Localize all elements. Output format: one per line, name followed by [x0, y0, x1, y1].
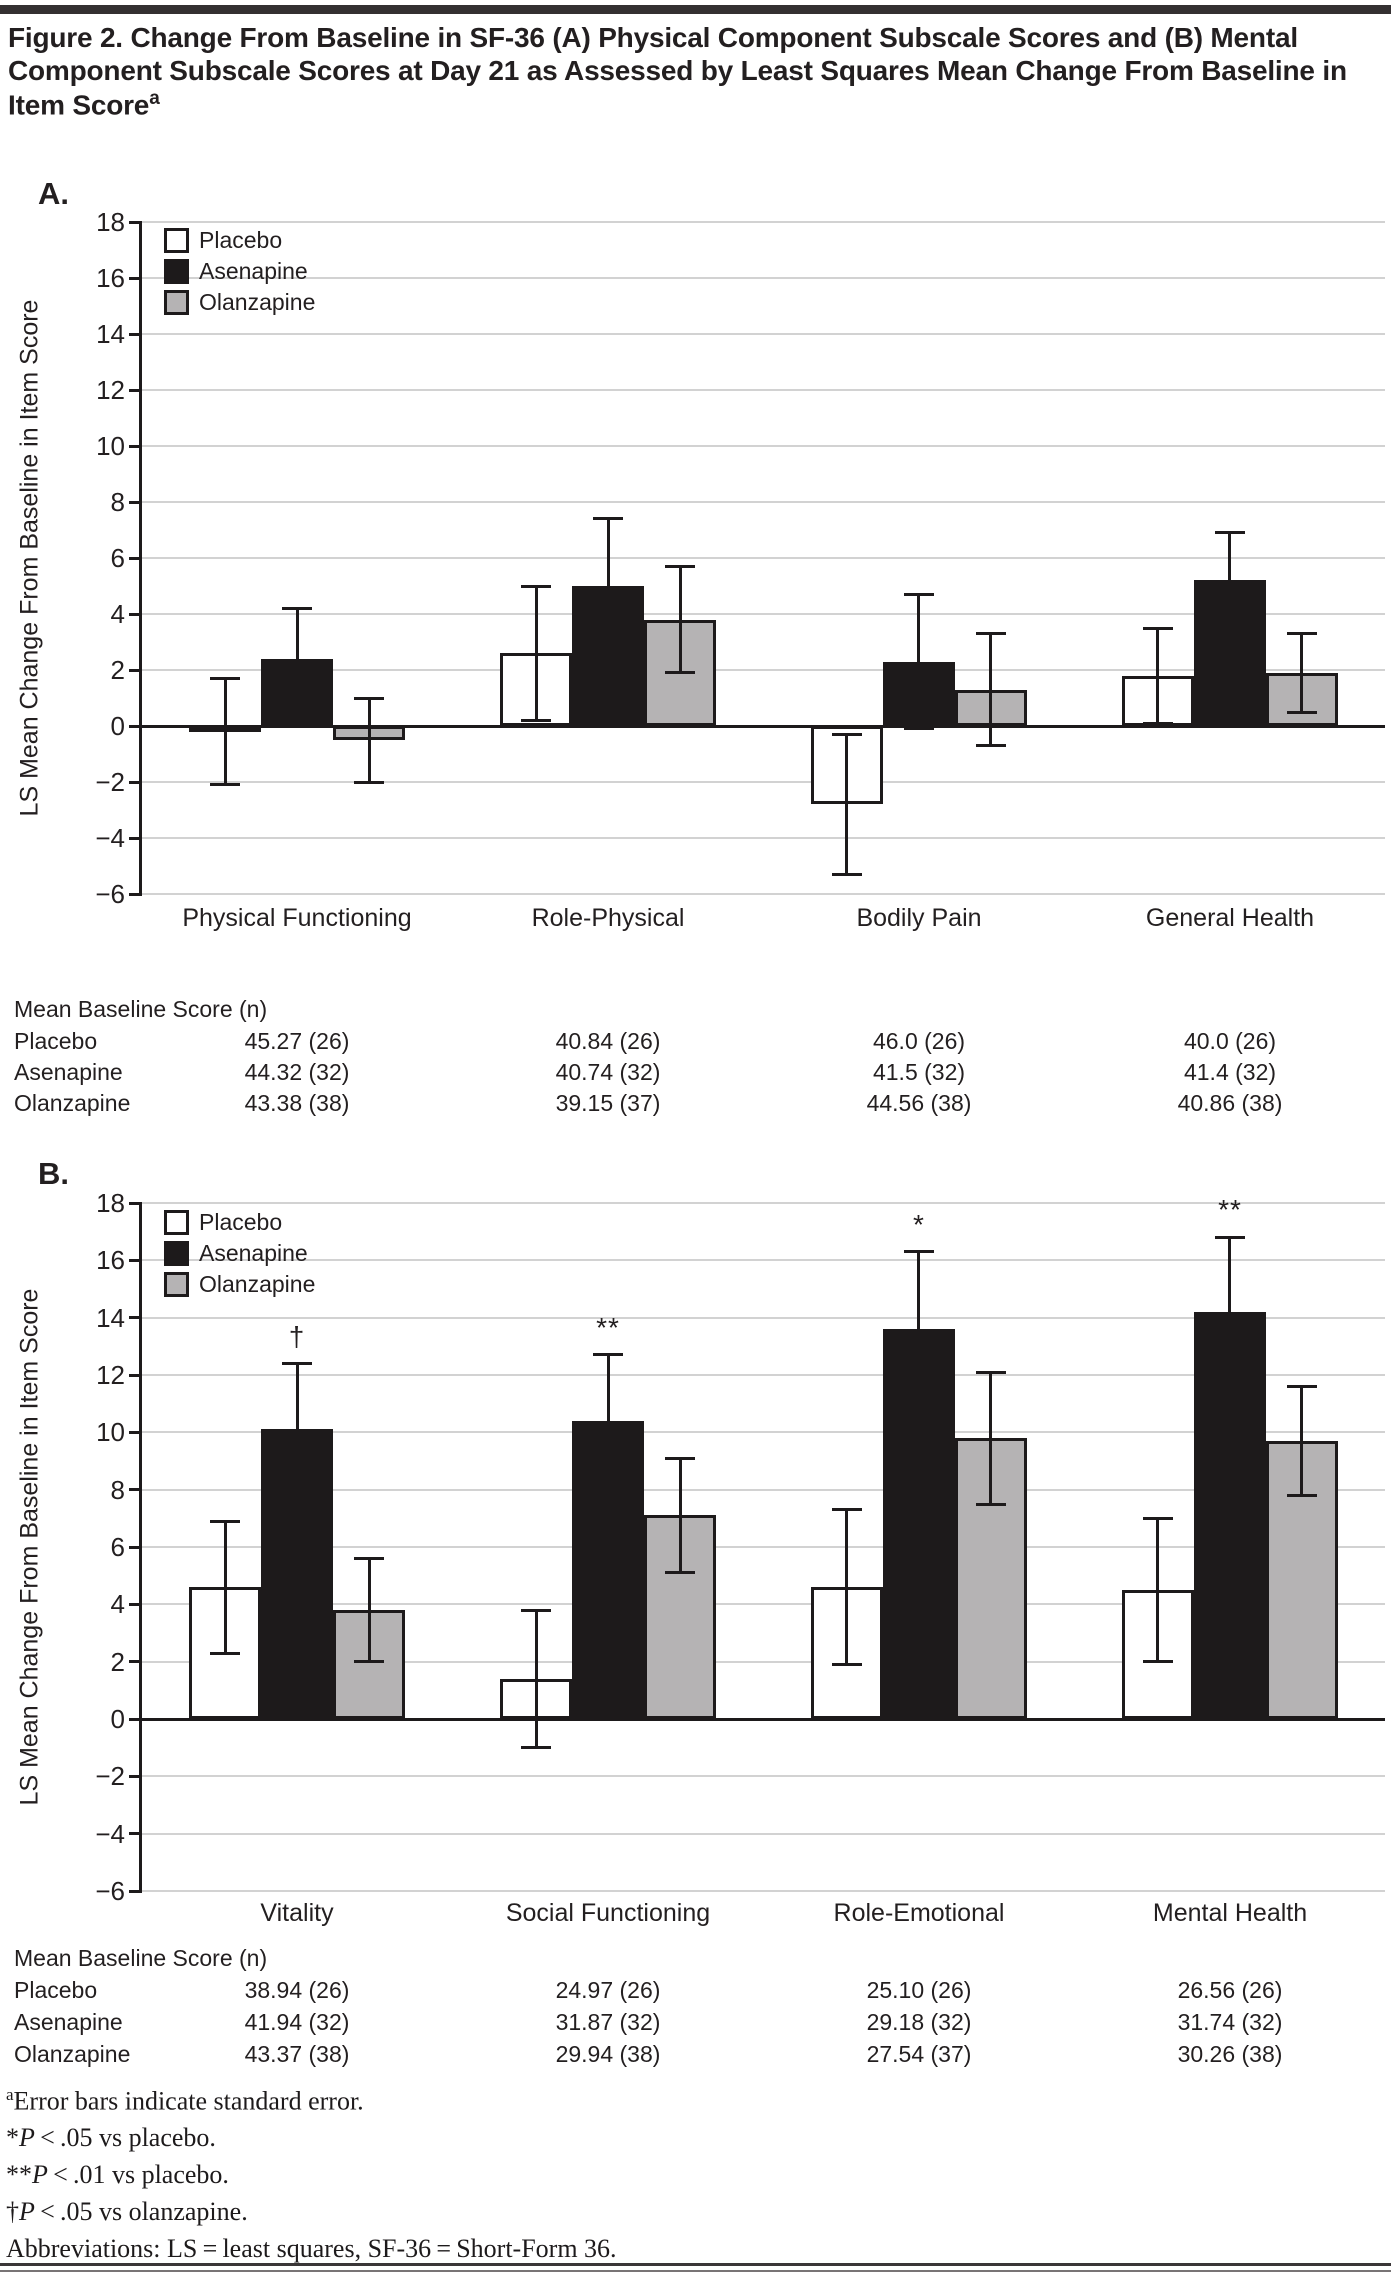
error-bar-placebo-general-health — [1156, 628, 1159, 723]
error-bar-cap-top-placebo-vitality — [210, 1520, 240, 1523]
error-bar-cap-bottom-placebo-social-functioning — [521, 1746, 551, 1749]
error-bar-cap-top-olanzapine-social-functioning — [665, 1457, 695, 1460]
y-tick-label: −4 — [95, 1819, 125, 1849]
error-bar-cap-bottom-placebo-bodily-pain — [832, 873, 862, 876]
category-label-vitality: Vitality — [260, 1899, 334, 1927]
baseline-cell-placebo-general-health: 40.0 (26) — [1183, 1028, 1277, 1054]
category-label-role-physical: Role-Physical — [531, 904, 685, 932]
footnote-line-2 — [6, 2124, 216, 2153]
baseline-row-label-asenapine: Asenapine — [14, 2009, 123, 2035]
error-bar-olanzapine-role-emotional — [989, 1372, 992, 1504]
legend-label-olanzapine: Olanzapine — [199, 289, 316, 315]
error-bar-cap-bottom-asenapine-role-physical — [593, 652, 623, 655]
y-axis-spine — [139, 221, 142, 896]
y-tick-label: 0 — [110, 1704, 125, 1734]
error-bar-cap-top-olanzapine-physical-functioning — [354, 697, 384, 700]
legend-swatch-olanzapine — [164, 1272, 189, 1297]
error-bar-cap-top-asenapine-role-physical — [593, 517, 623, 520]
error-bar-cap-bottom-olanzapine-physical-functioning — [354, 781, 384, 784]
error-bar-cap-bottom-olanzapine-role-physical — [665, 671, 695, 674]
error-bar-cap-bottom-asenapine-general-health — [1215, 627, 1245, 630]
baseline-cell-olanzapine-social-functioning: 29.94 (38) — [555, 2041, 661, 2067]
y-tick-label: 2 — [110, 655, 125, 685]
error-bar-cap-bottom-placebo-general-health — [1143, 722, 1173, 725]
error-bar-cap-top-placebo-mental-health — [1143, 1517, 1173, 1520]
gridline — [142, 1775, 1385, 1777]
footnote-text: ** — [6, 2160, 32, 2189]
baseline-cell-placebo-vitality: 38.94 (26) — [244, 1977, 350, 2003]
error-bar-cap-bottom-asenapine-mental-health — [1215, 1385, 1245, 1388]
panel-a-label: A. — [38, 176, 69, 211]
footnote-text: Error bars indicate standard error. — [13, 2086, 364, 2116]
y-tick-label: 2 — [110, 1647, 125, 1677]
footnote-text: * — [6, 2123, 19, 2152]
footnote-line-4 — [6, 2198, 248, 2227]
error-bar-cap-bottom-placebo-mental-health — [1143, 1660, 1173, 1663]
error-bar-olanzapine-mental-health — [1300, 1386, 1303, 1495]
baseline-cell-asenapine-vitality: 41.94 (32) — [244, 2009, 350, 2035]
baseline-cell-olanzapine-role-emotional: 27.54 (37) — [866, 2041, 972, 2067]
error-bar-cap-bottom-olanzapine-social-functioning — [665, 1571, 695, 1574]
panel-b-label: B. — [38, 1156, 69, 1191]
error-bar-cap-top-placebo-social-functioning — [521, 1609, 551, 1612]
error-bar-cap-bottom-asenapine-bodily-pain — [904, 727, 934, 730]
legend-label-asenapine: Asenapine — [199, 258, 308, 284]
gridline — [142, 893, 1385, 895]
error-bar-olanzapine-social-functioning — [679, 1458, 682, 1573]
error-bar-olanzapine-general-health — [1300, 634, 1303, 712]
error-bar-cap-bottom-olanzapine-general-health — [1287, 711, 1317, 714]
error-bar-cap-top-olanzapine-bodily-pain — [976, 632, 1006, 635]
y-axis-spine — [139, 1202, 142, 1893]
y-tick-label: 8 — [110, 1475, 125, 1505]
category-label-mental-health: Mental Health — [1152, 1899, 1308, 1927]
significance-annotation-social-functioning: ** — [596, 1312, 620, 1343]
error-bar-cap-top-asenapine-social-functioning — [593, 1353, 623, 1356]
gridline — [142, 1833, 1385, 1835]
baseline-table-heading-a: Mean Baseline Score (n) — [14, 996, 268, 1022]
significance-annotation-mental-health: ** — [1218, 1194, 1242, 1225]
error-bar-olanzapine-bodily-pain — [989, 634, 992, 746]
gridline — [142, 837, 1385, 839]
baseline-cell-placebo-mental-health: 26.56 (26) — [1177, 1977, 1283, 2003]
baseline-cell-olanzapine-bodily-pain: 44.56 (38) — [866, 1090, 972, 1116]
error-bar-cap-top-asenapine-general-health — [1215, 531, 1245, 534]
error-bar-cap-bottom-asenapine-social-functioning — [593, 1485, 623, 1488]
gridline — [142, 1259, 1385, 1261]
error-bar-cap-bottom-placebo-role-physical — [521, 719, 551, 722]
error-bar-cap-top-olanzapine-role-physical — [665, 565, 695, 568]
error-bar-placebo-vitality — [224, 1521, 227, 1653]
top-rule — [0, 5, 1391, 14]
bottom-rule-inner — [0, 2270, 1391, 2272]
baseline-table-heading-b: Mean Baseline Score (n) — [14, 1945, 268, 1971]
error-bar-olanzapine-role-physical — [679, 566, 682, 672]
y-tick-label: −6 — [95, 1876, 125, 1906]
gridline — [142, 1890, 1385, 1892]
y-tick-label: 6 — [110, 1532, 125, 1562]
error-bar-cap-bottom-asenapine-role-emotional — [904, 1405, 934, 1408]
footnote-text: P — [19, 2123, 35, 2152]
error-bar-cap-top-asenapine-vitality — [282, 1362, 312, 1365]
footnote-text: P — [19, 2197, 35, 2226]
baseline-cell-placebo-bodily-pain: 46.0 (26) — [872, 1028, 966, 1054]
y-tick-label: 14 — [96, 1303, 125, 1333]
bottom-rule-outer — [0, 2263, 1391, 2266]
baseline-cell-olanzapine-mental-health: 30.26 (38) — [1177, 2041, 1283, 2067]
error-bar-cap-bottom-asenapine-physical-functioning — [282, 708, 312, 711]
gridline — [142, 389, 1385, 391]
baseline-cell-placebo-physical-functioning: 45.27 (26) — [244, 1028, 350, 1054]
gridline — [142, 501, 1385, 503]
legend-label-olanzapine: Olanzapine — [199, 1271, 316, 1297]
error-bar-asenapine-social-functioning — [607, 1355, 610, 1487]
legend-label-placebo: Placebo — [199, 227, 283, 253]
error-bar-cap-bottom-placebo-role-emotional — [832, 1663, 862, 1666]
y-tick-label: −2 — [95, 1761, 125, 1791]
y-tick-label: 8 — [110, 487, 125, 517]
baseline-cell-olanzapine-general-health: 40.86 (38) — [1177, 1090, 1283, 1116]
error-bar-cap-top-asenapine-bodily-pain — [904, 593, 934, 596]
error-bar-asenapine-bodily-pain — [917, 594, 920, 728]
gridline — [142, 781, 1385, 783]
figure-title-footnote-marker: a — [149, 87, 160, 109]
gridline — [142, 445, 1385, 447]
error-bar-olanzapine-physical-functioning — [368, 698, 371, 782]
baseline-cell-asenapine-social-functioning: 31.87 (32) — [555, 2009, 661, 2035]
y-tick-label: 4 — [110, 599, 125, 629]
error-bar-cap-top-placebo-physical-functioning — [210, 677, 240, 680]
error-bar-asenapine-role-emotional — [917, 1252, 920, 1407]
error-bar-cap-bottom-olanzapine-bodily-pain — [976, 744, 1006, 747]
baseline-cell-asenapine-physical-functioning: 44.32 (32) — [244, 1059, 350, 1085]
footnote-text: † — [6, 2197, 19, 2226]
baseline-cell-placebo-role-physical: 40.84 (26) — [555, 1028, 661, 1054]
footnote-text: < .01 vs placebo. — [47, 2160, 229, 2189]
zero-axis-line — [142, 725, 1385, 728]
legend-swatch-placebo — [164, 228, 189, 253]
footnote-line-1 — [6, 2086, 364, 2116]
baseline-row-label-asenapine: Asenapine — [14, 1059, 123, 1085]
y-tick-label: −2 — [95, 767, 125, 797]
footnote-text: Abbreviations: LS = least squares, SF-36 = Short-Form 36. — [6, 2234, 617, 2263]
y-tick-label: 12 — [96, 375, 125, 405]
error-bar-cap-top-asenapine-mental-health — [1215, 1236, 1245, 1239]
baseline-row-label-olanzapine: Olanzapine — [14, 2041, 131, 2067]
error-bar-placebo-role-emotional — [845, 1510, 848, 1665]
error-bar-olanzapine-vitality — [368, 1558, 371, 1661]
footnote-text: < .05 vs olanzapine. — [34, 2197, 248, 2226]
error-bar-asenapine-mental-health — [1228, 1237, 1231, 1386]
footnote-text: < .05 vs placebo. — [34, 2123, 216, 2152]
error-bar-cap-bottom-placebo-vitality — [210, 1652, 240, 1655]
error-bar-cap-top-placebo-role-emotional — [832, 1508, 862, 1511]
baseline-row-label-placebo: Placebo — [14, 1028, 98, 1054]
error-bar-placebo-social-functioning — [535, 1610, 538, 1748]
error-bar-cap-bottom-olanzapine-role-emotional — [976, 1503, 1006, 1506]
category-label-role-emotional: Role-Emotional — [833, 1899, 1005, 1927]
baseline-cell-placebo-social-functioning: 24.97 (26) — [555, 1977, 661, 2003]
figure-title-text: Figure 2. Change From Baseline in SF-36 (A) Physical Component Subscale Scores and (B) Mental Component Subscale Scores at Day 21 as Assessed by Least Squares Mean Change From Baseline in Item Score — [8, 22, 1347, 120]
y-tick-label: 4 — [110, 1589, 125, 1619]
y-tick-label: 16 — [96, 263, 125, 293]
zero-axis-line — [142, 1718, 1385, 1721]
legend-swatch-asenapine — [164, 259, 189, 284]
error-bar-asenapine-physical-functioning — [296, 608, 299, 709]
error-bar-placebo-mental-health — [1156, 1518, 1159, 1661]
category-label-general-health: General Health — [1145, 904, 1315, 932]
error-bar-cap-top-asenapine-physical-functioning — [282, 607, 312, 610]
error-bar-cap-top-placebo-bodily-pain — [832, 733, 862, 736]
error-bar-placebo-bodily-pain — [845, 734, 848, 874]
baseline-row-label-olanzapine: Olanzapine — [14, 1090, 131, 1116]
category-label-physical-functioning: Physical Functioning — [182, 904, 412, 932]
error-bar-cap-top-olanzapine-vitality — [354, 1557, 384, 1560]
y-tick-label: 18 — [96, 1188, 125, 1218]
gridline — [142, 221, 1385, 223]
y-tick-label: −6 — [95, 879, 125, 909]
error-bar-placebo-physical-functioning — [224, 678, 227, 784]
baseline-cell-olanzapine-role-physical: 39.15 (37) — [555, 1090, 661, 1116]
baseline-row-label-placebo: Placebo — [14, 1977, 98, 2003]
y-tick-label: 10 — [96, 1417, 125, 1447]
error-bar-asenapine-vitality — [296, 1364, 299, 1496]
legend-swatch-asenapine — [164, 1241, 189, 1266]
baseline-cell-olanzapine-vitality: 43.37 (38) — [244, 2041, 350, 2067]
baseline-cell-asenapine-general-health: 41.4 (32) — [1183, 1059, 1277, 1085]
baseline-cell-asenapine-mental-health: 31.74 (32) — [1177, 2009, 1283, 2035]
y-tick-label: 18 — [96, 207, 125, 237]
gridline — [142, 333, 1385, 335]
y-tick-label: 6 — [110, 543, 125, 573]
significance-annotation-vitality: † — [288, 1321, 306, 1352]
footnote-text: P — [32, 2160, 48, 2189]
figure-title — [8, 22, 1382, 122]
y-tick-label: 16 — [96, 1245, 125, 1275]
panel-b-y-axis-title: LS Mean Change From Baseline in Item Score — [15, 1288, 44, 1806]
error-bar-cap-top-olanzapine-general-health — [1287, 632, 1317, 635]
error-bar-asenapine-general-health — [1228, 533, 1231, 628]
error-bar-cap-bottom-placebo-physical-functioning — [210, 783, 240, 786]
legend-label-placebo: Placebo — [199, 1209, 283, 1235]
error-bar-cap-bottom-olanzapine-mental-health — [1287, 1494, 1317, 1497]
baseline-cell-asenapine-role-emotional: 29.18 (32) — [866, 2009, 972, 2035]
significance-annotation-role-emotional: * — [913, 1209, 925, 1240]
footnote-line-3 — [6, 2161, 229, 2190]
error-bar-cap-top-olanzapine-mental-health — [1287, 1385, 1317, 1388]
legend-label-asenapine: Asenapine — [199, 1240, 308, 1266]
panel-a-y-axis-title: LS Mean Change From Baseline in Item Score — [15, 299, 44, 817]
error-bar-cap-top-asenapine-role-emotional — [904, 1250, 934, 1253]
baseline-cell-olanzapine-physical-functioning: 43.38 (38) — [244, 1090, 350, 1116]
error-bar-placebo-role-physical — [535, 586, 538, 720]
baseline-cell-asenapine-bodily-pain: 41.5 (32) — [872, 1059, 966, 1085]
footnote-line-5 — [6, 2235, 617, 2264]
error-bar-cap-bottom-asenapine-vitality — [282, 1494, 312, 1497]
footnote-marker: a — [6, 2085, 14, 2104]
gridline — [142, 557, 1385, 559]
category-label-social-functioning: Social Functioning — [505, 1899, 711, 1927]
y-tick-label: 10 — [96, 431, 125, 461]
error-bar-cap-top-olanzapine-role-emotional — [976, 1371, 1006, 1374]
baseline-cell-asenapine-role-physical: 40.74 (32) — [555, 1059, 661, 1085]
error-bar-asenapine-role-physical — [607, 519, 610, 653]
category-label-bodily-pain: Bodily Pain — [856, 904, 982, 932]
y-tick-label: −4 — [95, 823, 125, 853]
error-bar-cap-bottom-olanzapine-vitality — [354, 1660, 384, 1663]
legend-swatch-placebo — [164, 1210, 189, 1235]
error-bar-cap-top-placebo-role-physical — [521, 585, 551, 588]
y-tick-label: 14 — [96, 319, 125, 349]
legend-swatch-olanzapine — [164, 290, 189, 315]
gridline — [142, 277, 1385, 279]
baseline-cell-placebo-role-emotional: 25.10 (26) — [866, 1977, 972, 2003]
y-tick-label: 0 — [110, 711, 125, 741]
error-bar-cap-top-placebo-general-health — [1143, 627, 1173, 630]
y-tick-label: 12 — [96, 1360, 125, 1390]
